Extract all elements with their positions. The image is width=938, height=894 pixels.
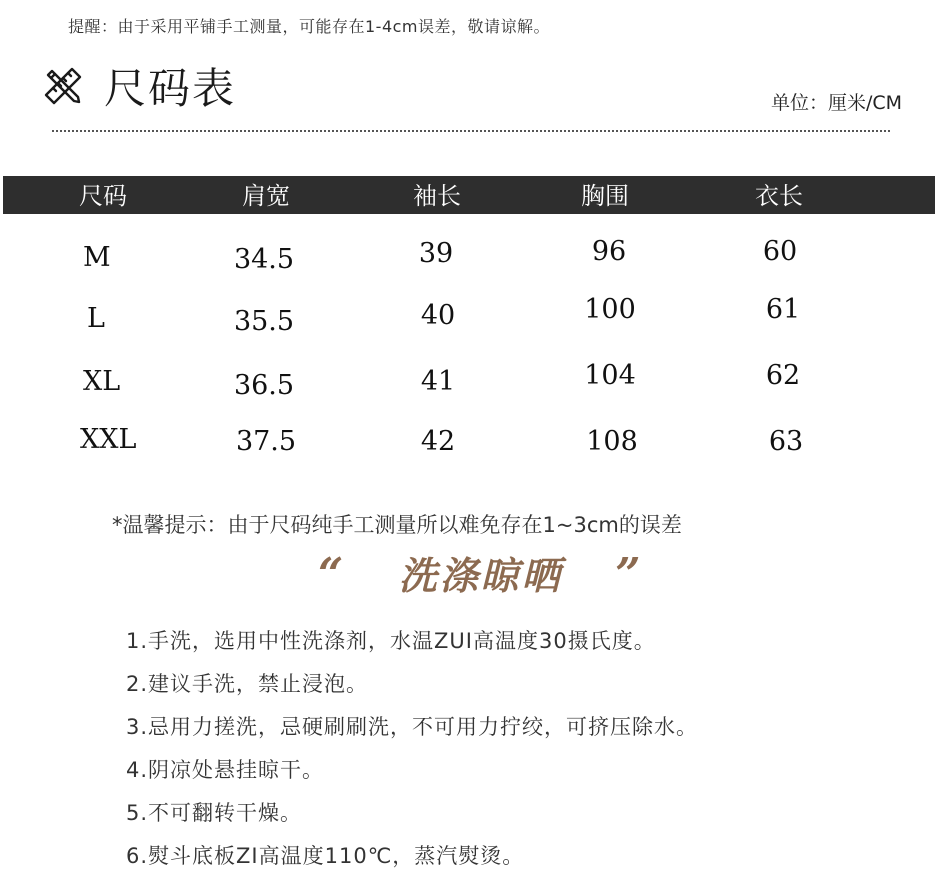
cell-chest: 104 [584,360,636,391]
dotted-divider [52,130,890,132]
header-chest: 胸围 [581,182,629,210]
cell-sleeve: 40 [420,300,456,331]
cell-sleeve: 42 [420,426,456,457]
care-item: 3.忌用力搓洗，忌硬刷刷洗，不可用力拧绞，可挤压除水。 [126,715,699,739]
measurement-notice: 提醒：由于采用平铺手工测量，可能存在1-4cm误差，敬请谅解。 [68,17,551,36]
cell-sleeve: 41 [420,366,456,397]
cell-shoulder: 34.5 [233,244,295,275]
unit-label: 单位：厘米/CM [770,92,902,114]
care-item: 5.不可翻转干燥。 [126,801,303,825]
cell-chest: 100 [584,294,636,325]
close-quote: ” [615,549,644,600]
cell-size: M [83,242,111,273]
care-instructions [126,623,698,881]
header-sleeve: 袖长 [413,182,461,210]
cell-length: 62 [765,360,801,391]
cell-sleeve: 39 [418,238,454,269]
cell-length: 61 [765,294,801,325]
cell-length: 60 [762,236,798,267]
care-item: 2.建议手洗，禁止浸泡。 [126,672,369,696]
size-table [3,176,935,476]
cell-size: XXL [80,424,137,455]
open-quote: “ [318,549,347,600]
cell-size: XL [83,366,121,397]
header-size: 尺码 [79,182,127,210]
warm-tip: *温馨提示：由于尺码纯手工测量所以难免存在1~3cm的误差 [112,513,682,537]
care-heading [318,545,644,600]
title-row [42,58,236,114]
cell-size: L [87,303,105,334]
ruler-pencil-cross-icon [42,65,84,107]
cell-length: 63 [768,426,804,457]
care-item: 4.阴凉处悬挂晾干。 [126,758,325,782]
care-item: 6.熨斗底板ZI高温度110℃，蒸汽熨烫。 [126,844,525,868]
cell-shoulder: 36.5 [233,370,295,401]
cell-shoulder: 37.5 [235,426,297,457]
cell-shoulder: 35.5 [233,306,295,337]
care-item: 1.手洗，选用中性洗涤剂，水温ZUI高温度30摄氏度。 [126,629,656,653]
care-heading-text: 洗涤晾晒 [398,554,563,598]
header-length: 衣长 [755,182,803,210]
page-title: 尺码表 [104,64,237,113]
table-header [3,176,935,214]
cell-chest: 96 [591,236,627,267]
cell-chest: 108 [586,426,638,457]
header-shoulder: 肩宽 [242,182,290,210]
